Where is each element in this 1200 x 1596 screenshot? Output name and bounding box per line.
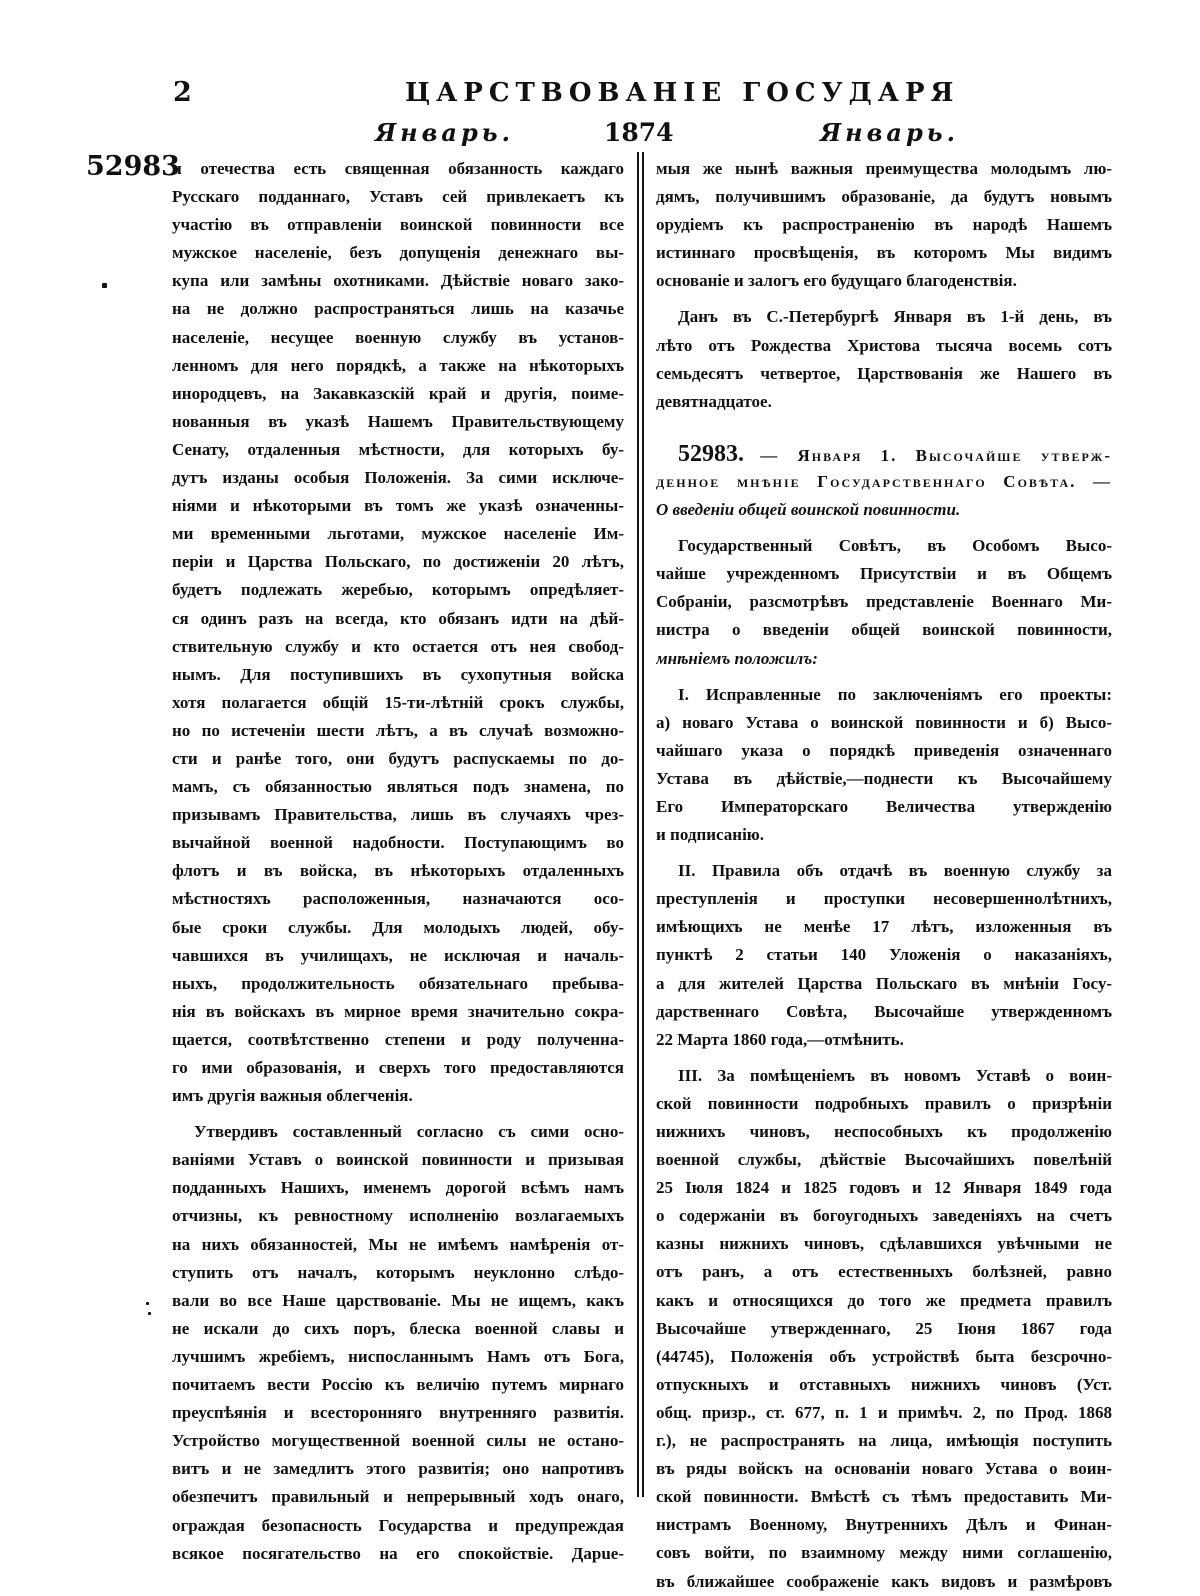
text-line: въ ряды войскъ на основаніи новаго Устава о воин- — [656, 1459, 1112, 1479]
text-line: и подписанію. — [656, 825, 765, 845]
text-line: пунктѣ 2 статьи 140 Уложенія о наказаніяхъ, — [656, 945, 1112, 965]
text-line: подданныхъ Нашихъ, именемъ дорогой всѣмъ намъ — [172, 1178, 624, 1198]
text-line: I. Исправленные по заключеніямъ его проекты: — [678, 684, 1112, 704]
right-paragraph-3 — [656, 532, 1112, 644]
entry-heading-title: — Января 1. Высочайше утверж- — [760, 445, 1112, 465]
text-line: на нихъ обязанностей, Мы не имѣемъ намѣренія от- — [172, 1234, 624, 1254]
text-line: отъ ранъ, а отъ естественныхъ болѣзней, равно — [656, 1262, 1112, 1282]
text-line: семьдесятъ четвертое, Царствованія же Нашего въ — [656, 363, 1112, 383]
text-line: дарственнаго Совѣта, Высочайше утвержденномъ — [656, 1001, 1112, 1021]
text-line: истиннаго просвѣщенія, въ которомъ Мы видимъ — [656, 243, 1112, 263]
text-line: нижнихъ чиновъ, неспособныхъ къ продолженію — [656, 1122, 1112, 1141]
text-line: лучшимъ жребіемъ, ниспосланнымъ Намъ отъ Бога, — [172, 1346, 624, 1366]
text-line: III. За помѣщеніемъ въ новомъ Уставѣ о воин- — [678, 1065, 1112, 1085]
text-line: будетъ подлежать жеребью, которымъ опредѣляет- — [172, 580, 624, 600]
text-line: о содержаніи въ богоугодныхъ заведеніяхъ на счетъ — [656, 1206, 1112, 1226]
text-line: (44745), Положенія объ устройствѣ быта безсрочно- — [656, 1346, 1112, 1366]
text-line: въ ближайшее соображеніе какъ видовъ и размѣровъ — [656, 1571, 1112, 1591]
text-line: не искали до сихъ поръ, блеска военной славы и — [172, 1318, 624, 1338]
text-line: отпускныхъ и отставныхъ нижнихъ чиновъ (Уст. — [656, 1374, 1112, 1394]
text-line: почитаемъ вести Россію къ величію путемъ мирнаго — [172, 1375, 624, 1395]
text-line: нованныя въ указѣ Нашемъ Правительствующему — [172, 411, 624, 431]
text-line: витъ и не замедлитъ этого развитія; оно напротивъ — [172, 1459, 624, 1479]
text-line: нымъ. Для поступившихъ въ сухопутныя войска — [172, 664, 624, 684]
text-line: періи и Царства Польскаго, по достиженіи 20 лѣтъ, — [172, 552, 624, 572]
text-line: всякое посягательство на его спокойствіе. Дарue- — [172, 1543, 624, 1563]
spacer — [656, 295, 1112, 303]
text-line: дутъ изданы особыя Положенія. За сими исключе- — [172, 468, 624, 488]
right-column — [656, 155, 1112, 1596]
text-line: Русскаго подданнаго, Уставъ сей привлекаетъ къ — [172, 187, 624, 207]
text-line: а для жителей Царства Польскаго въ мнѣніи Госу- — [656, 973, 1112, 993]
text-line: обезпечитъ правильный и непрерывный ходъ онаго, — [172, 1487, 624, 1507]
month-left: Январь. — [375, 118, 514, 147]
text-line: Его Императорскаго Величества утвержденію — [656, 796, 1112, 816]
text-line: бые сроки службы. Для молодыхъ людей, обу- — [172, 917, 624, 937]
entry-heading — [656, 440, 1112, 524]
text-line: ограждая безопасность Государства и предупреждая — [172, 1515, 624, 1535]
text-line: имъ другія важныя облегченія. — [172, 1086, 413, 1106]
text-line: Собраніи, разсмотрѣвъ представленіе Военнаго Ми- — [656, 592, 1112, 612]
margin-ink-mark — [148, 1312, 151, 1315]
text-line: казны нижнихъ чиновъ, сдѣлавшихся увѣчными не — [656, 1234, 1112, 1254]
text-line: отчизны, къ ревностному исполненію возлагаемыхъ — [172, 1206, 624, 1226]
text-line: лѣто отъ Рождества Христова тысяча восемь сотъ — [656, 335, 1112, 355]
text-line: г.), не распространять на лица, имѣющія поступить — [656, 1431, 1112, 1451]
month-right: Январь. — [820, 118, 959, 147]
text-line: ми временными льготами, мужское населеніе Им- — [172, 524, 624, 544]
column-divider — [637, 152, 639, 1497]
right-paragraph-1 — [656, 155, 1112, 295]
text-line: Устава въ дѣйствіе,—поднести къ Высочайшему — [656, 768, 1112, 788]
left-paragraph-1 — [172, 155, 624, 1110]
text-line: Данъ въ С.-Петербургѣ Января въ 1-й день, въ — [678, 307, 1112, 327]
text-line: ленномъ для него порядкѣ, а также на нѣкоторыхъ — [172, 355, 624, 375]
spacer — [656, 849, 1112, 857]
text-line: чайше учрежденномъ Присутствіи и въ Общемъ — [656, 564, 1112, 584]
text-line: го ими образованія, и сверхъ того предоставляются — [172, 1058, 624, 1077]
text-line: Устройство могущественной военной силы не остано- — [172, 1431, 624, 1451]
text-line: сти и ранѣе того, они будутъ распускаемы по до- — [172, 748, 624, 768]
page-number: 2 — [173, 77, 192, 108]
running-title: ЦАРСТВОВАНІЕ ГОСУДАРЯ — [405, 78, 960, 108]
entry-heading-line-1 — [656, 440, 1112, 468]
resolution-phrase: мнѣніемъ положилъ: — [656, 648, 818, 668]
text-line: вычайной военной надобности. Поступающимъ во — [172, 833, 624, 853]
text-line: чайшаго указа о порядкѣ приведенія означеннаго — [656, 740, 1112, 760]
text-line: инородцевъ, на Закавказскій край и другія, поиме- — [172, 383, 624, 403]
text-line: чавшихся въ училищахъ, не исключая и началь- — [172, 945, 624, 965]
text-line: преступленія и проступки несовершеннолѣтнихъ, — [656, 889, 1112, 909]
text-line: мыя же нынѣ важныя преимущества молодымъ лю- — [656, 159, 1112, 178]
text-line: основаніе и залогъ его будущаго благоденствія. — [656, 271, 1017, 291]
left-column — [172, 155, 624, 1568]
text-line: ской повинности подробныхъ правилъ о призрѣніи — [656, 1093, 1112, 1113]
text-line: преуспѣянія и всесторонняго внутренняго развитія. — [172, 1403, 624, 1423]
spacer — [656, 1054, 1112, 1062]
text-line: военной службы, дѣйствіе Высочайшихъ повелѣній — [656, 1150, 1112, 1170]
text-line: но по истеченіи шести лѣтъ, а въ случаѣ возможно- — [172, 720, 624, 740]
text-line: нія въ войскахъ въ мирное время значительно сокра- — [172, 1001, 624, 1021]
text-line: имѣющихъ не менѣе 17 лѣтъ, изложенныя въ — [656, 917, 1112, 937]
text-line: флотъ и въ войска, въ нѣкоторыхъ отдаленныхъ — [172, 861, 624, 881]
text-line: Высочайше утвержденнаго, 25 Іюня 1867 года — [656, 1318, 1112, 1338]
right-paragraph-2 — [656, 303, 1112, 415]
text-line: мужское населеніе, безъ допущенія денежнаго вы- — [172, 243, 624, 263]
spacer — [656, 524, 1112, 532]
text-line: щается, соотвѣтственно степени и роду полученна- — [172, 1029, 624, 1049]
text-line: а) новаго Устава о воинской повинности и б) Высо- — [656, 712, 1112, 732]
text-line: купа или замѣны охотниками. Дѣйствіе новаго зако- — [172, 271, 624, 291]
text-line: ваніями Уставъ о воинской повинности и призывая — [172, 1150, 624, 1170]
text-line: девятнадцатое. — [656, 391, 772, 411]
entry-heading-subject: О введеніи общей воинской повинности. — [656, 500, 961, 520]
text-line: и отечества есть священная обязанность каждаго — [172, 159, 624, 178]
side-entry-number: 52983 — [86, 151, 180, 182]
margin-ink-mark — [146, 1302, 149, 1305]
item-III — [656, 1062, 1112, 1596]
text-line: нистрамъ Военному, Внутреннихъ Дѣлъ и Финан- — [656, 1515, 1112, 1535]
text-line: хотя полагается общій 15-ти-лѣтній срокъ службы, — [172, 692, 624, 712]
text-line: ся одинъ разъ на всегда, кто обязанъ идти на дѣй- — [172, 608, 624, 628]
text-line: мамъ, съ обязанностью являться подъ знамена, по — [172, 777, 624, 797]
text-line: 22 Марта 1860 года,—отмѣнить. — [656, 1029, 904, 1049]
text-line: Сенату, отдаленныя мѣстности, для которыхъ бу- — [172, 439, 624, 459]
text-line: какъ и относящихся до того же предмета правилъ — [656, 1290, 1112, 1310]
text-line: призывамъ Правительства, лишь въ случаяхъ чрез- — [172, 805, 624, 825]
text-line: дямъ, получившимъ образованіе, да будутъ новымъ — [656, 187, 1112, 207]
text-line: мѣстностяхъ расположенныя, назначаются осо- — [172, 889, 624, 909]
text-line: ствительную службу и кто остается отъ нея свобод- — [172, 636, 624, 656]
entry-number: 52983. — [678, 440, 744, 467]
text-line: нистра о введеніи общей воинской повинности, — [656, 620, 1112, 640]
text-line: ской повинности. Вмѣстѣ съ тѣмъ предоставить Ми- — [656, 1487, 1112, 1507]
text-line: 25 Іюля 1824 и 1825 годовъ и 12 Января 1849 года — [656, 1178, 1112, 1198]
item-I — [656, 681, 1112, 850]
text-line: общ. призр., ст. 677, п. 1 и примѣч. 2, по Прод. 1868 — [656, 1402, 1112, 1422]
text-line: вали во все Наше царствованіе. Мы не ищемъ, какъ — [172, 1290, 624, 1310]
text-line: Утвердивъ составленный согласно съ сими осно- — [194, 1122, 624, 1142]
text-line: орудіемъ къ распространенію въ народѣ Нашемъ — [656, 215, 1112, 235]
text-line: участію въ отправленіи воинской повинности все — [172, 215, 624, 235]
text-line: на не должно распространяться лишь на казачье — [172, 299, 624, 319]
text-line: совъ войти, по взаимному между ними соглашенію, — [656, 1543, 1112, 1563]
text-line: населеніе, несущее военную службу въ установ- — [172, 327, 624, 347]
text-line: ступить отъ началъ, которымъ неуклонно слѣдо- — [172, 1262, 624, 1282]
text-line: ныхъ, продолжительность обязательнаго пребыва- — [172, 973, 624, 993]
year: 1874 — [604, 118, 674, 147]
text-line: ніями и нѣкоторыми въ томъ же указѣ означенны- — [172, 496, 624, 516]
text-line: II. Правила объ отдачѣ въ военную службу за — [678, 861, 1112, 881]
spacer — [656, 416, 1112, 440]
text-line: Государственный Совѣтъ, въ Особомъ Высо- — [678, 536, 1112, 556]
entry-heading-line-2: денное мнѣніе Государственнаго Совѣта. — — [656, 471, 1112, 491]
left-paragraph-2 — [172, 1118, 624, 1568]
spacer — [656, 673, 1112, 681]
margin-ink-mark — [102, 283, 107, 288]
column-divider — [642, 152, 644, 1497]
item-II — [656, 857, 1112, 1054]
